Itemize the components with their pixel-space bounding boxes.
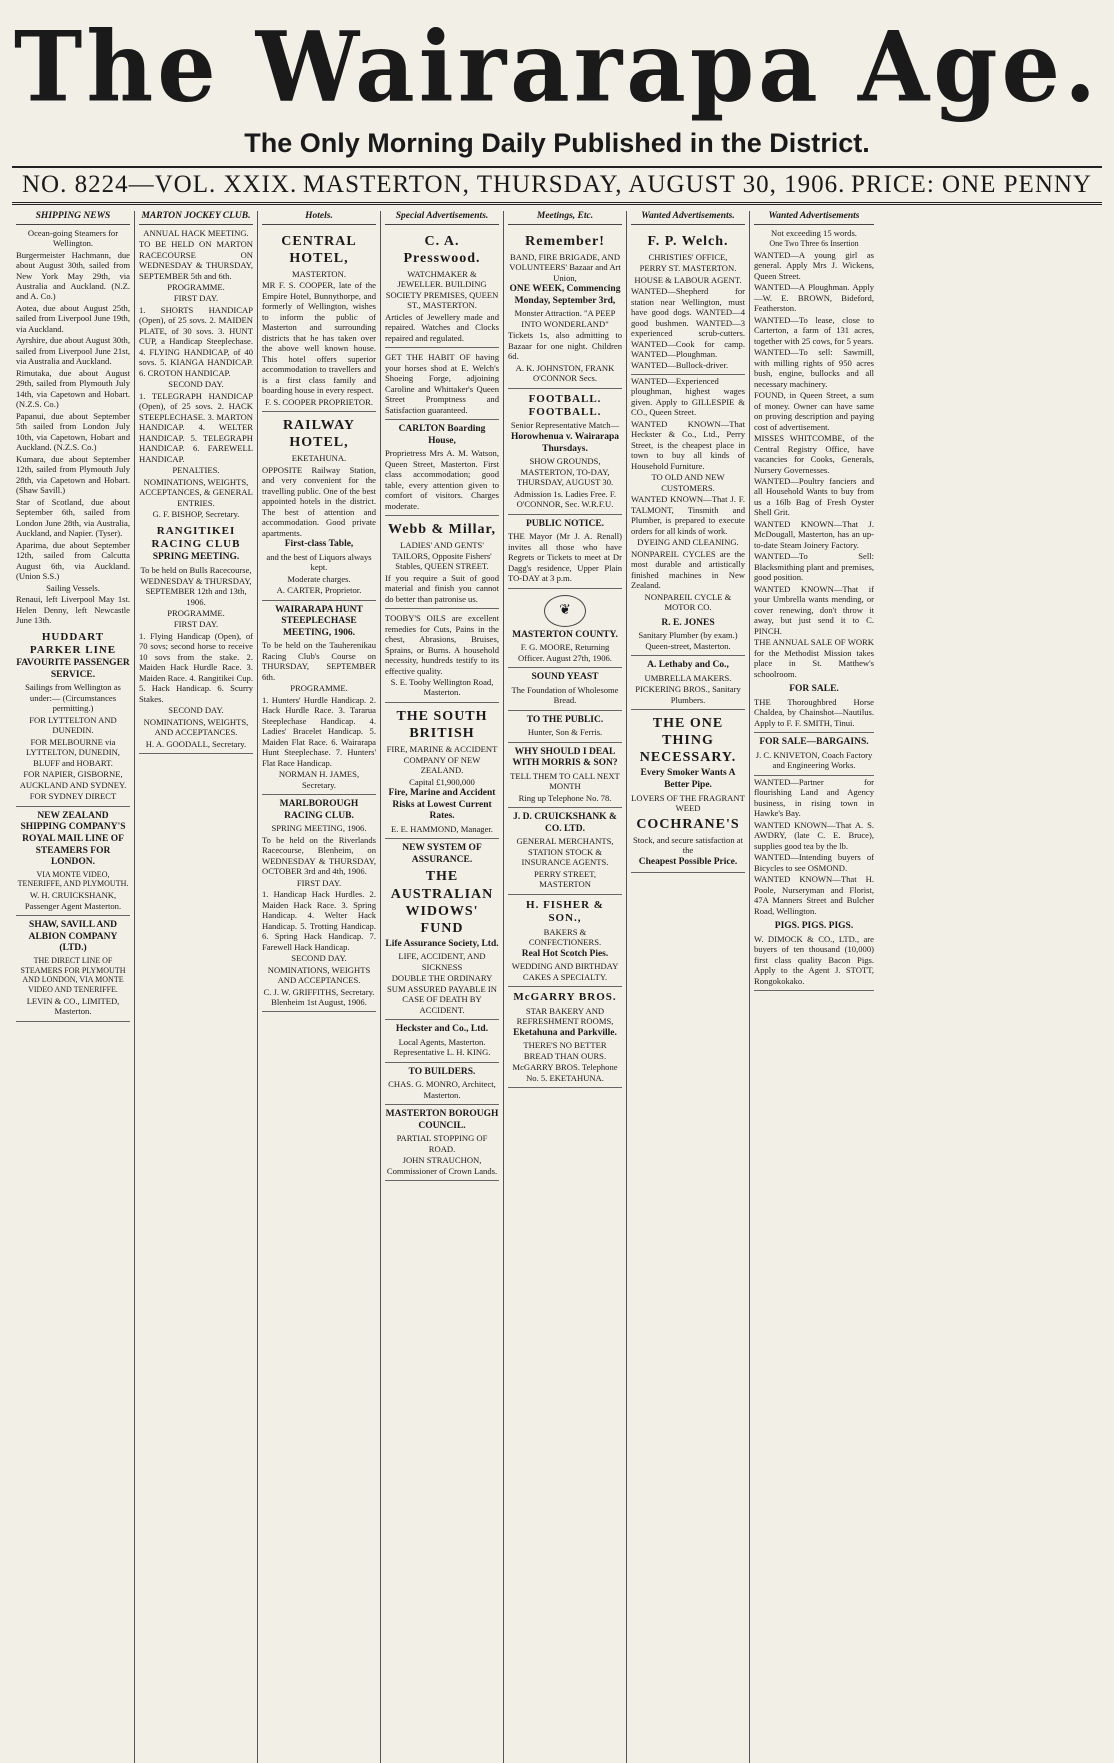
ad-text: Papanui, due about September 5th sailed from London July 10th, via Capetown, Hobart and Auckland. (N.Z.S. Co.) bbox=[16, 410, 130, 453]
ad-sound-yeast bbox=[508, 668, 622, 711]
ad-subheading: First-class Table, bbox=[284, 539, 354, 550]
ad-signature: Admission 1s. Ladies Free. F. O'CONNOR, Sec. W.R.F.U. bbox=[513, 488, 617, 510]
ad-text: WANTED KNOWN—That A. S. AWDRY, (late C. E. Bruce), supplies good tea by the lb. bbox=[754, 819, 874, 851]
tagline: The Only Morning Daily Published in the District. bbox=[244, 128, 870, 158]
ad-shaw-savill bbox=[16, 916, 130, 1022]
ad-text: FOR NAPIER, GISBORNE, AUCKLAND AND SYDNEY. bbox=[19, 769, 127, 790]
ad-text: THE DIRECT LINE OF STEAMERS FOR PLYMOUTH AND LONDON, VIA MONTE VIDEO AND TENERIFFE. bbox=[20, 955, 126, 995]
ad-signature: H. A. GOODALL, Secretary. bbox=[145, 738, 247, 749]
ad-title: WAIRARAPA HUNT STEEPLECHASE MEETING, 1906. bbox=[275, 604, 363, 638]
ad-subheading: PENALTIES. bbox=[172, 465, 220, 476]
ad-subtitle: PARTIAL STOPPING OF ROAD. bbox=[396, 1133, 488, 1154]
masthead-title: The Wairarapa Age. bbox=[13, 10, 1101, 124]
ad-title: NEW SYSTEM OF ASSURANCE. bbox=[402, 843, 482, 865]
ad-subtitle: FAVOURITE PASSENGER SERVICE. bbox=[16, 658, 130, 680]
ad-subtitle: PERRY ST. MASTERTON. bbox=[639, 263, 737, 274]
ad-central-hotel bbox=[262, 228, 376, 412]
ad-title: Remember! bbox=[525, 233, 605, 249]
ad-signature: F. S. COOPER PROPRIETOR. bbox=[264, 396, 374, 407]
ad-text: Renaui, left Liverpool May 1st. Helen Denny, left Newcastle June 13th. bbox=[16, 594, 130, 626]
ad-text: GET THE HABIT OF having your horses shod at E. Welch's Shoeing Forge, adjoining Caroline and Whittaker's Queen Street Promptness and Satisfaction guaranteed. bbox=[385, 352, 499, 415]
ad-welch-forge bbox=[385, 348, 499, 420]
ad-to-the-public bbox=[508, 711, 622, 743]
ad-subheading: NOMINATIONS, WEIGHTS AND ACCEPTANCES. bbox=[267, 964, 371, 986]
ad-text: WANTED KNOWN—That J. McDougall, Masterton, has an up-to-date Steam Joinery Factory. bbox=[754, 518, 874, 550]
ad-huddart-parker bbox=[16, 627, 130, 807]
ad-signature: Hunter, Son & Ferris. bbox=[527, 727, 603, 738]
ad-subheading: PROGRAMME. bbox=[167, 282, 225, 292]
ad-title: CENTRAL HOTEL, bbox=[281, 233, 357, 266]
column-special-ads bbox=[381, 211, 504, 1763]
ad-title: H. FISHER & SON., bbox=[526, 898, 604, 925]
ad-text: THE ANNUAL SALE OF WORK for the Methodist Mission takes place in St. Matthew's schoolroom. bbox=[754, 637, 874, 679]
ad-subheading: Real Hot Scotch Pies. bbox=[521, 948, 609, 959]
ad-signature: F. G. MOORE, Returning Officer. August 27th, 1906. bbox=[518, 642, 612, 663]
ad-text: BAND, FIRE BRIGADE, AND VOLUNTEERS' Bazaar and Art Union, bbox=[509, 251, 621, 283]
ad-text: Senior Representative Match— bbox=[510, 420, 620, 431]
ad-text: Moderate charges. bbox=[287, 573, 351, 584]
ad-signature: NONPAREIL CYCLE & MOTOR CO. bbox=[644, 591, 732, 613]
ad-text: W. DIMOCK & CO., LTD., are buyers of ten thousand (10,000) first class quality Bacon Pigs. Apply to the Agent J. STOTT, Rongokokako. bbox=[754, 933, 874, 986]
ad-pigs bbox=[754, 917, 874, 991]
ad-title: FOR SALE—BARGAINS. bbox=[759, 737, 869, 748]
ad-title: FOOTBALL. FOOTBALL. bbox=[528, 392, 602, 419]
ad-text: and the best of Liquors always kept. bbox=[266, 551, 372, 573]
masthead bbox=[12, 8, 1102, 126]
ad-borough-council bbox=[385, 1105, 499, 1181]
columns bbox=[12, 211, 1102, 1763]
ad-text: WANTED—Partner for flourishing Land and Agency business, in rising town in Hawke's Bay. bbox=[754, 776, 874, 819]
ad-cruickshank bbox=[508, 808, 622, 895]
ad-text: Proprietress Mrs A. M. Watson, Queen Street, Masterton. First class accommodation; good table, every attention given to comfort of visitors. Charges moderate. bbox=[385, 448, 499, 511]
ad-text: Ring up Telephone No. 78. bbox=[518, 792, 612, 803]
ad-subtitle: SPRING MEETING, 1906. bbox=[271, 823, 367, 834]
ad-text: FOR MELBOURNE via LYTTELTON, DUNEDIN, BLUFF and HOBART. bbox=[26, 736, 120, 768]
ad-text: 1. Flying Handicap (Open), of 70 sovs; second horse to receive 10 sovs from the stake. 2. Maiden Hack Hurdle Race. 3. Maiden Race. 4. Rangitikei Cup. 5. Hack Handicap. 6. Scurry Stakes. bbox=[139, 630, 253, 704]
issue-number: NO. 8224—VOL. XXIX. bbox=[22, 171, 298, 198]
ad-subheading: ANNUAL HACK MEETING. bbox=[143, 227, 249, 238]
ad-title: SHAW, SAVILL AND ALBION COMPANY (LTD.) bbox=[28, 920, 118, 954]
issue-price: PRICE: ONE PENNY bbox=[850, 171, 1092, 198]
ad-title: R. E. JONES bbox=[661, 617, 715, 628]
ad-subtitle: HOUSE & LABOUR AGENT. bbox=[634, 274, 742, 285]
ad-text: Aotea, due about August 25th, sailed from Liverpool June 19th, via Auckland. bbox=[16, 302, 130, 334]
ad-rangitikei bbox=[139, 521, 253, 755]
issue-date: MASTERTON, THURSDAY, AUGUST 30, 1906. bbox=[302, 171, 846, 198]
ad-text: WANTED KNOWN—That Heckster & Co., Ltd., Perry Street, is the cheapest place in town to buy all kinds of Household Furniture. bbox=[631, 418, 745, 471]
ad-text: WANTED—To lease, close to Carterton, a farm of 131 acres, together with 25 cows, for 5 years. bbox=[754, 314, 874, 346]
ad-masterton-county bbox=[508, 589, 622, 669]
ad-welch-agent bbox=[631, 228, 745, 375]
ad-subtitle: STAR BAKERY AND REFRESHMENT ROOMS, bbox=[516, 1005, 614, 1027]
section-heading: Wanted Advertisements. bbox=[631, 211, 745, 225]
ad-title: J. D. CRUICKSHANK & CO. LTD. bbox=[513, 812, 617, 834]
column-meetings bbox=[504, 211, 627, 1763]
ad-text: 1. TELEGRAPH HANDICAP (Open), of 25 sovs. 2. HACK STEEPLECHASE. 3. MARTON HANDICAP. 4. WELTER HANDICAP. 5. TELEGRAPH HANDICAP. 6. FAREWELL HANDICAP. bbox=[139, 390, 253, 464]
ad-subheading: FIRST DAY. bbox=[296, 877, 342, 888]
ad-title: WHY SHOULD I DEAL WITH MORRIS & SON? bbox=[512, 746, 618, 769]
ad-signature: A. K. JOHNSTON, FRANK O'CONNOR Secs. bbox=[515, 362, 615, 384]
ad-subheading: TO OLD AND NEW CUSTOMERS. bbox=[651, 472, 725, 493]
ad-wairarapa-hunt bbox=[262, 601, 376, 796]
ad-title: FOR SALE. bbox=[789, 684, 839, 695]
ad-text: MR F. S. COOPER, late of the Empire Hotel, Bunnythorpe, and formerly of Wellington, wishes to inform the public of Masterton and surrounding districts that he has taken over the above well known house. This hotel offers superior accommodation to travellers and is a first class family and boarding house in every respect. bbox=[262, 280, 376, 396]
section-heading: SHIPPING NEWS bbox=[16, 211, 130, 225]
ad-text: Monster Attraction. "A PEEP INTO WONDERLAND" bbox=[514, 308, 616, 329]
ad-subtitle: SPRING MEETING. bbox=[152, 552, 240, 563]
ad-text: Kumara, due about September 12th, sailed from Plymouth July 28th, via Capetown and Hobart. (Shaw Savill.) bbox=[16, 453, 130, 496]
ad-text: Tickets 1s, also admitting to Bazaar for one night. Children 6d. bbox=[508, 330, 622, 362]
ad-subheading: SECOND DAY. bbox=[168, 705, 224, 716]
ad-signature: JOHN STRAUCHON, Commissioner of Crown Lands. bbox=[386, 1155, 498, 1176]
ad-title: MASTERTON COUNTY. bbox=[512, 629, 618, 640]
ad-text: MISSES WHITCOMBE, of the Central Registry Office, have vacancies for Cooks, Generals, Nursery Governesses. bbox=[754, 433, 874, 475]
ad-title: THE ONE THING NECESSARY. bbox=[639, 716, 737, 766]
ad-subheading: FIRST DAY. bbox=[173, 293, 219, 304]
ad-railway-hotel bbox=[262, 412, 376, 601]
ad-text: WANTED—To Sell: Blacksmithing plant and premises, good position. bbox=[754, 551, 874, 583]
ad-title: RAILWAY HOTEL, bbox=[282, 418, 356, 451]
ad-subheading: SECOND DAY. bbox=[291, 953, 347, 964]
ad-text: WANTED KNOWN—That H. Poole, Nurseryman and Florist, 47A Manners Street and Bulcher Road, Wellington. bbox=[754, 874, 874, 916]
ad-cochranes bbox=[631, 710, 745, 873]
section-heading: MARTON JOCKEY CLUB. bbox=[139, 211, 253, 225]
ad-subtitle: LADIES' AND GENTS' TAILORS, Opposite Fishers' Stables, QUEEN STREET. bbox=[392, 540, 492, 572]
ad-text: NONPAREIL CYCLES are the most durable and artistically finished machines in New Zealand. bbox=[631, 548, 745, 591]
ad-text: Burgermeister Hachmann, due about August 30th, sailed from New York May 29th, via Australia and Auckland. (N.Z. and A. Co.) bbox=[16, 249, 130, 302]
ad-subheading: PROGRAMME. bbox=[167, 607, 225, 618]
ad-text: FOR SYDNEY DIRECT bbox=[29, 791, 117, 802]
ad-text: One Two Three 6s Insertion bbox=[769, 239, 859, 249]
ad-text: Articles of Jewellery made and repaired. Watches and Clocks repaired and regulated. bbox=[385, 311, 499, 343]
ad-text: To be held on Bulls Racecourse, WEDNESDAY & THURSDAY, SEPTEMBER 12th and 13th, 1906. bbox=[140, 565, 252, 607]
ad-title: Webb & Millar, bbox=[388, 522, 496, 538]
ad-heckster bbox=[385, 1020, 499, 1063]
ad-text: Local Agents, Masterton. Representative L. H. KING. bbox=[393, 1036, 491, 1058]
ad-subtitle: WATCHMAKER & JEWELLER. BUILDING SOCIETY PREMISES, QUEEN ST., MASTERTON. bbox=[385, 268, 499, 311]
ad-football bbox=[508, 389, 622, 515]
section-heading: Meetings, Etc. bbox=[508, 211, 622, 225]
ad-title: HUDDART PARKER LINE bbox=[29, 630, 117, 656]
coat-of-arms-icon: ❦ bbox=[544, 595, 586, 627]
ad-text: THERE'S NO BETTER BREAD THAN OURS. bbox=[523, 1040, 607, 1061]
ad-signature: A. CARTER, Proprietor. bbox=[276, 585, 362, 596]
ad-signature: S. E. Tooby Wellington Road, Masterton. bbox=[390, 676, 494, 698]
ad-text: To be held on the Tauherenikau Racing Club's Course on THURSDAY, SEPTEMBER 6th. bbox=[262, 640, 376, 682]
ad-subtitle: UMBRELLA MAKERS. bbox=[644, 672, 732, 683]
ad-subheading: ONE WEEK, Commencing Monday, September 3rd, bbox=[509, 284, 621, 306]
ad-text: TELL THEM TO CALL NEXT MONTH bbox=[510, 770, 620, 792]
ad-text: WANTED KNOWN—That J. F. TALMONT, Tinsmith and Plumber, is prepared to execute orders for all kinds of work. bbox=[631, 494, 745, 536]
ad-title: PIGS. PIGS. PIGS. bbox=[774, 921, 854, 932]
ad-text: Capital £1,900,000 bbox=[409, 776, 475, 787]
ad-text: 1. Hunters' Hurdle Handicap. 2. Hack Hurdle Race. 3. Tararua Steeplechase Handicap. 4. Ladies' Bracelet Handicap. 5. Maiden Flat Race. 6. Wairarapa Hunt Steeplechase. 7. Hunters' Flat Race Handicap. bbox=[262, 694, 376, 768]
ad-subtitle: MASTERTON. bbox=[292, 268, 346, 279]
ad-text: WANTED—Poultry fanciers and all Household Wants to buy from us a 16lb Bag of Fresh Oyster Shell Grit. bbox=[754, 475, 874, 518]
ad-text: WANTED KNOWN—That if your Umbrella wants mending, or cover renewing, don't throw it away, but just send it to C. PINCH. bbox=[754, 583, 874, 636]
ad-subheading: PROGRAMME. bbox=[290, 683, 348, 694]
ad-title: THE AUSTRALIAN WIDOWS' FUND bbox=[390, 869, 494, 936]
ad-text: THE Thoroughbred Horse Chaldea, by Chainshot—Nautilus. Apply to F. F. SMITH, Tinui. bbox=[754, 696, 874, 728]
ad-text: WANTED—Shepherd for station near Wellington, must have good dogs. WANTED—4 good bushmen. WANTED—3 experienced scrub-cutters. WANTED—Cook for camp. WANTED—Ploughman. WANTED—Bullock-driver. bbox=[631, 286, 745, 370]
ad-subheading: NOMINATIONS, WEIGHTS, AND ACCEPTANCES. bbox=[143, 716, 249, 738]
ad-jones-plumber bbox=[631, 614, 745, 657]
ad-text: WANTED—Experienced ploughman, highest wages given. Apply to GILLESPIE & CO., Queen Street. bbox=[631, 375, 745, 418]
ad-subheading: DYEING AND CLEANING. bbox=[637, 537, 739, 548]
ad-signature: C. J. W. GRIFFITHS, Secretary. Blenheim 1st August, 1906. bbox=[263, 986, 375, 1007]
ad-presswood bbox=[385, 228, 499, 349]
ad-title: MASTERTON BOROUGH COUNCIL. bbox=[385, 1109, 499, 1131]
ad-bazaar bbox=[508, 228, 622, 389]
ad-subtitle: GENERAL MERCHANTS, STATION STOCK & INSURANCE AGENTS. bbox=[516, 836, 614, 868]
ad-text: PERRY STREET, MASTERTON bbox=[533, 868, 597, 890]
ad-marlborough-racing bbox=[262, 795, 376, 1012]
ad-title: COCHRANE'S bbox=[636, 816, 740, 832]
ad-australian-widows bbox=[385, 839, 499, 1020]
ad-signature: NORMAN H. JAMES, Secretary. bbox=[278, 769, 360, 790]
ad-title: McGARRY BROS. bbox=[513, 991, 617, 1004]
ad-fisher bbox=[508, 895, 622, 987]
ad-text: LIFE, ACCIDENT, AND SICKNESS bbox=[398, 951, 486, 972]
column-racing bbox=[135, 211, 258, 1763]
ad-text: WEDDING AND BIRTHDAY CAKES A SPECIALTY. bbox=[511, 961, 619, 982]
ad-text: TO BE HELD ON MARTON RACECOURSE ON WEDNESDAY & THURSDAY, SEPTEMBER 5th and 6th. bbox=[139, 239, 253, 281]
ad-text: Stock, and secure satisfaction at the bbox=[632, 834, 743, 856]
ad-subheading: Not exceeding 15 words. bbox=[771, 227, 857, 238]
ad-builders bbox=[385, 1063, 499, 1106]
ad-title: RANGITIKEI RACING CLUB bbox=[151, 524, 241, 551]
ad-text: OPPOSITE Railway Station, and very convenient for the travelling public. One of the best appointed hotels in the district. The best of attention and accommodation. Good private apartments. bbox=[262, 464, 376, 538]
ad-webb-millar bbox=[385, 516, 499, 609]
ad-subheading: SECOND DAY. bbox=[168, 379, 224, 390]
ad-text: 1. SHORTS HANDICAP (Open), of 25 sovs. 2. MAIDEN PLATE, of 30 sovs. 3. HUNT CUP, a Handicap Steeplechase. 4. FLYING HANDICAP, of 40 sovs. 5. KIANGA HANDICAP. 6. CROTON HANDICAP. bbox=[139, 304, 253, 378]
ad-text: Ayrshire, due about August 30th, sailed from Liverpool June 21st, via Australia and Auckland. bbox=[16, 335, 130, 367]
ad-text: VIA MONTE VIDEO, TENERIFFE, AND PLYMOUTH. bbox=[17, 869, 129, 889]
ad-text: To be held on the Riverlands Racecourse, Blenheim, on WEDNESDAY & THURSDAY, OCTOBER 3rd and 4th, 1906. bbox=[262, 834, 376, 877]
ad-title: TO BUILDERS. bbox=[408, 1066, 476, 1077]
ad-text: FOR LYTTELTON AND DUNEDIN. bbox=[29, 714, 117, 736]
ad-title: Heckster and Co., Ltd. bbox=[395, 1024, 489, 1035]
ad-subtitle: FIRE, MARINE & ACCIDENT COMPANY OF NEW ZEALAND. bbox=[386, 744, 498, 776]
ad-text: If you require a Suit of good material and finish you cannot do better than patronise us. bbox=[385, 572, 499, 604]
ad-signature: J. C. KNIVETON, Coach Factory and Engineering Works. bbox=[755, 749, 873, 771]
ad-nz-shipping bbox=[16, 807, 130, 916]
ad-subheading: Sailing Vessels. bbox=[46, 582, 100, 593]
ad-subtitle: BAKERS & CONFECTIONERS. bbox=[528, 926, 602, 948]
ad-morris-son bbox=[508, 743, 622, 809]
ad-subheading: Ocean-going Steamers for Wellington. bbox=[27, 227, 119, 249]
ad-text: WANTED—A Ploughman. Apply—W. E. BROWN, Bideford, Featherston. bbox=[754, 282, 874, 314]
ad-subtitle: Life Assurance Society, Ltd. bbox=[385, 938, 499, 949]
ad-text: FOUND, in Queen Street, a sum of money. Owner can have same on proving description and paying cost of advertisement. bbox=[754, 390, 874, 432]
ad-title: CARLTON Boarding House, bbox=[398, 424, 486, 446]
section-heading: Wanted Advertisements bbox=[754, 211, 874, 225]
ad-subheading: FIRST DAY. bbox=[173, 619, 219, 630]
ad-subheading: Fire, Marine and Accident Risks at Lowest Current Rates. bbox=[388, 788, 496, 822]
ad-mcgarry bbox=[508, 987, 622, 1088]
ad-text: SHOW GROUNDS, MASTERTON, TO-DAY, THURSDAY, AUGUST 30. bbox=[516, 456, 614, 488]
ad-title: F. P. Welch. bbox=[647, 233, 729, 249]
ad-text: WANTED—To sell: Sawmill, with milling rights of 950 acres bush, engine, bullocks and all necessary machinery. bbox=[754, 347, 874, 389]
ad-toobys-oils bbox=[385, 609, 499, 703]
ad-text: WANTED—Intending buyers of Bicycles to see OSMOND. bbox=[754, 852, 874, 873]
ad-text: Sailings from Wellington as under:— (Circumstances permitting.) bbox=[25, 682, 121, 714]
ad-title: A. Lethaby and Co., bbox=[647, 660, 729, 671]
ad-bargains bbox=[754, 733, 874, 776]
ad-title: THE SOUTH BRITISH bbox=[396, 708, 488, 742]
ad-text: WANTED—A young girl as general. Apply Mrs J. Wickens, Queen Street. bbox=[754, 249, 874, 281]
ad-carlton bbox=[385, 420, 499, 516]
ad-text: Sanitary Plumber (by exam.) Queen-street, Masterton. bbox=[638, 630, 738, 651]
ad-subheading: NOMINATIONS, WEIGHTS, ACCEPTANCES, & GENERAL ENTRIES. bbox=[139, 476, 253, 508]
ad-subheading: Horowhenua v. Wairarapa Thursdays. bbox=[510, 431, 620, 454]
dateline bbox=[12, 166, 1102, 205]
ad-signature: PICKERING BROS., Sanitary Plumbers. bbox=[635, 684, 741, 705]
ad-text: 1. Handicap Hack Hurdles. 2. Maiden Hack Race. 3. Spring Handicap. 4. Welter Hack Handicap. 5. Trotting Handicap. 6. Spring Hack Handicap. 7. Farewell Hack Handicap. bbox=[262, 889, 376, 952]
ad-subtitle: EKETAHUNA. bbox=[291, 453, 347, 464]
ad-text: W. H. CRUICKSHANK, Passenger Agent Masterton. bbox=[24, 890, 122, 911]
ad-text: TOOBY'S OILS are excellent remedies for Cuts, Pains in the chest, Abrasions, Bruises, Sprains, or Burns. A household necessity, hundreds testify to its effective quality. bbox=[385, 613, 499, 676]
column-hotels bbox=[258, 211, 381, 1763]
ad-title: PUBLIC NOTICE. bbox=[525, 518, 605, 529]
ad-text: Rimutaka, due about August 29th, sailed from Plymouth July 14th, via Capetown and Hobart. (N.Z.S. Co.) bbox=[16, 367, 130, 410]
ad-signature: E. E. HAMMOND, Manager. bbox=[391, 823, 493, 834]
ad-title: TO THE PUBLIC. bbox=[526, 714, 604, 725]
column-wanted-1 bbox=[627, 211, 750, 1763]
ad-text: Star of Scotland, due about September 6th, sailed from London June 28th, via Australia, Auckland, and Napier. (Tyser). bbox=[16, 496, 130, 539]
ad-title: NEW ZEALAND SHIPPING COMPANY'S ROYAL MAIL LINE OF STEAMERS FOR LONDON. bbox=[20, 810, 126, 868]
ad-text: The Foundation of Wholesome Bread. bbox=[511, 684, 619, 706]
ad-title: MARLBOROUGH RACING CLUB. bbox=[279, 799, 359, 821]
ad-signature: CHAS. G. MONRO, Architect, Masterton. bbox=[388, 1079, 496, 1100]
ad-subheading: Every Smoker Wants A Better Pipe. bbox=[640, 768, 736, 791]
column-shipping bbox=[12, 211, 135, 1763]
ad-south-british bbox=[385, 703, 499, 839]
section-heading: Hotels. bbox=[262, 211, 376, 225]
ad-public-notice bbox=[508, 515, 622, 589]
ad-for-sale bbox=[754, 680, 874, 733]
ad-title: C. A. Presswood. bbox=[403, 233, 481, 266]
column-wanted-2 bbox=[750, 211, 878, 1763]
ad-subheading: Cheapest Possible Price. bbox=[638, 856, 738, 867]
ad-text: DOUBLE THE ORDINARY SUM ASSURED PAYABLE IN CASE OF DEATH BY ACCIDENT. bbox=[387, 973, 497, 1015]
ad-signature: McGARRY BROS. Telephone No. 5. EKETAHUNA. bbox=[512, 1062, 618, 1083]
ad-subtitle: CHRISTIES' OFFICE, bbox=[648, 251, 728, 262]
ad-lethaby bbox=[631, 656, 745, 710]
ad-text: THE Mayor (Mr J. A. Renall) invites all those who have Regrets or Tickets to meet at Dr Dagg's residence, Upper Plain TO-DAY at 3 p.m. bbox=[508, 531, 622, 584]
ad-text: LOVERS OF THE FRAGRANT WEED bbox=[631, 792, 745, 814]
ad-title: SOUND YEAST bbox=[531, 672, 599, 683]
section-heading: Special Advertisements. bbox=[385, 211, 499, 225]
ad-text: Aparima, due about September 12th, sailed from Calcutta August 6th, via Auckland. (Union S.S.) bbox=[16, 539, 130, 582]
ad-subheading: Eketahuna and Parkville. bbox=[513, 1027, 617, 1038]
ad-text: LEVIN & CO., LIMITED, Masterton. bbox=[26, 995, 120, 1017]
ad-signature: G. F. BISHOP, Secretary. bbox=[152, 509, 240, 520]
